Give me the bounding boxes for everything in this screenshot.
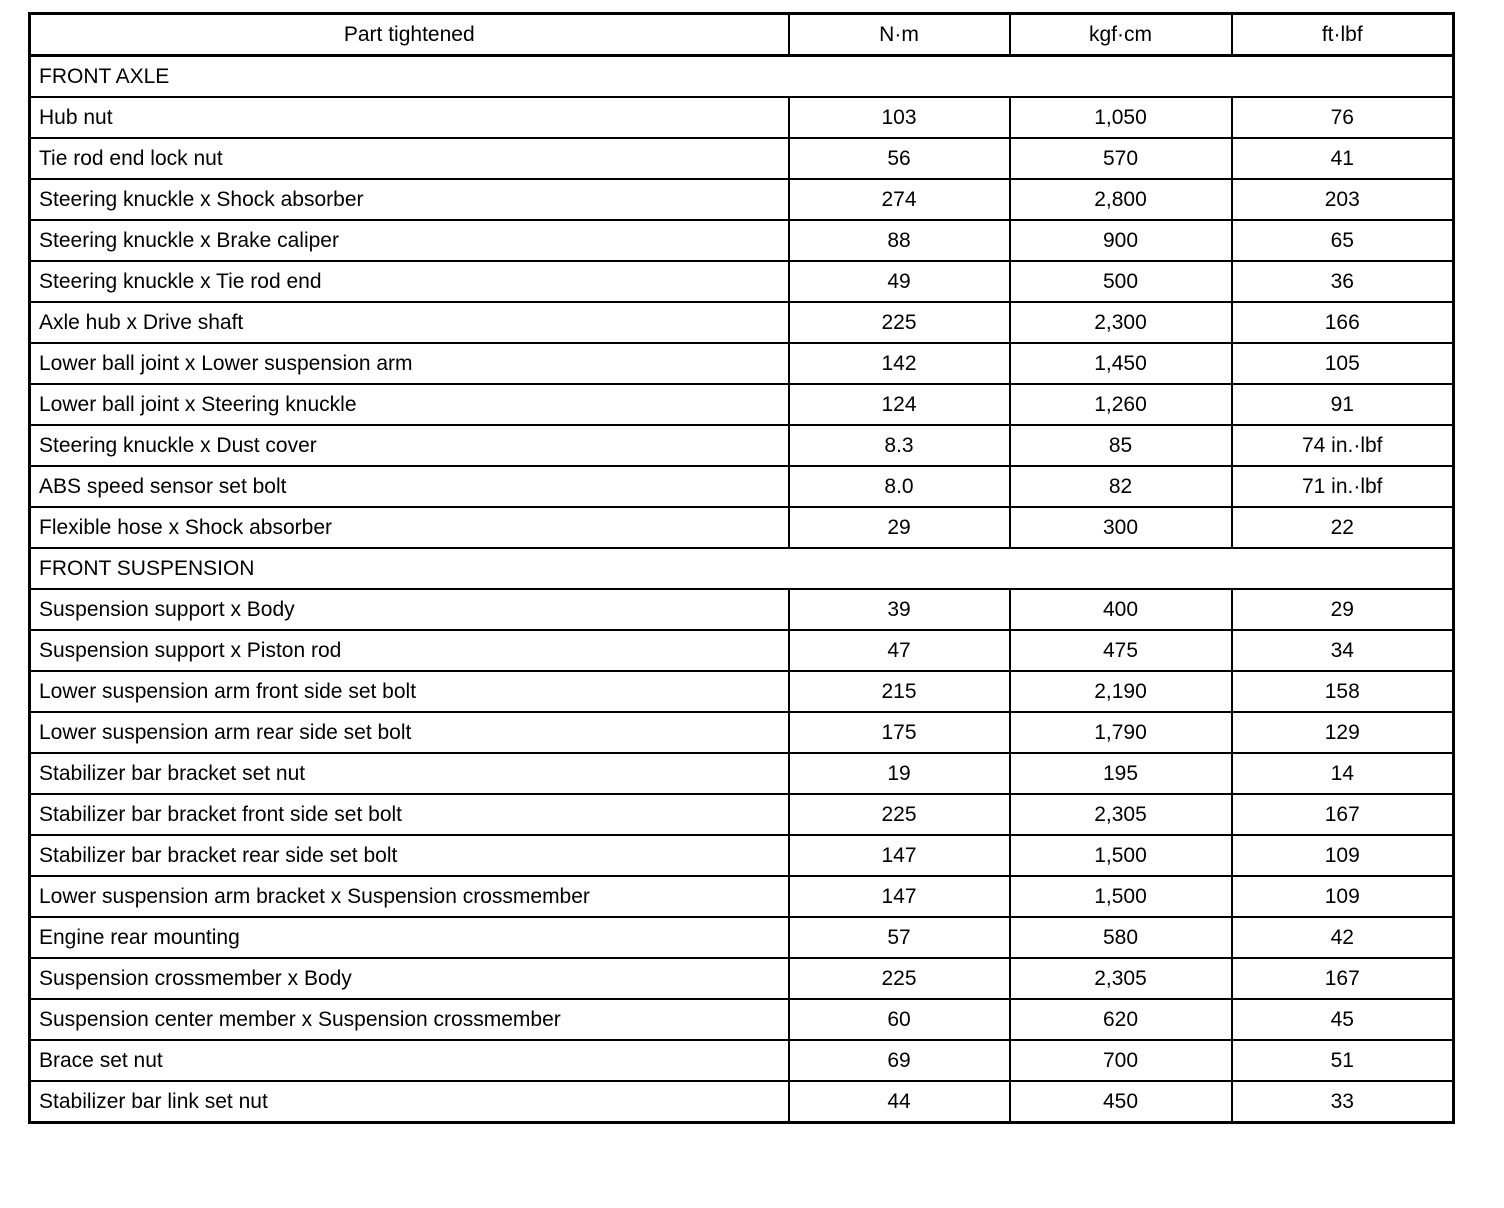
kgf-cm-cell: 700 [1010,1040,1232,1081]
nm-cell: 8.0 [789,466,1010,507]
kgf-cm-cell: 1,500 [1010,876,1232,917]
nm-cell: 8.3 [789,425,1010,466]
nm-cell: 60 [789,999,1010,1040]
ft-lbf-cell: 91 [1232,384,1454,425]
ft-lbf-cell: 14 [1232,753,1454,794]
ft-lbf-cell: 105 [1232,343,1454,384]
ft-lbf-cell: 167 [1232,794,1454,835]
nm-cell: 88 [789,220,1010,261]
table-row [30,876,1454,917]
part-cell: Steering knuckle x Dust cover [30,425,789,466]
kgf-cm-cell: 900 [1010,220,1232,261]
kgf-cm-cell: 1,450 [1010,343,1232,384]
nm-cell: 215 [789,671,1010,712]
nm-cell: 39 [789,589,1010,630]
nm-cell: 225 [789,794,1010,835]
column-header-ft-lbf: ft·lbf [1232,14,1454,56]
part-cell: Suspension support x Piston rod [30,630,789,671]
section-title: FRONT SUSPENSION [30,548,1454,589]
kgf-cm-cell: 500 [1010,261,1232,302]
table-header-row [30,14,1454,56]
ft-lbf-cell: 42 [1232,917,1454,958]
part-cell: Stabilizer bar bracket rear side set bolt [30,835,789,876]
kgf-cm-cell: 2,305 [1010,958,1232,999]
section-row [30,56,1454,98]
nm-cell: 225 [789,302,1010,343]
table-row [30,589,1454,630]
table-row [30,138,1454,179]
kgf-cm-cell: 1,790 [1010,712,1232,753]
table-row [30,671,1454,712]
ft-lbf-cell: 167 [1232,958,1454,999]
ft-lbf-cell: 29 [1232,589,1454,630]
table-row [30,999,1454,1040]
part-cell: Flexible hose x Shock absorber [30,507,789,548]
ft-lbf-cell: 45 [1232,999,1454,1040]
kgf-cm-cell: 1,050 [1010,97,1232,138]
table-body [30,56,1454,1123]
ft-lbf-cell: 129 [1232,712,1454,753]
nm-cell: 175 [789,712,1010,753]
nm-cell: 147 [789,876,1010,917]
part-cell: Stabilizer bar bracket set nut [30,753,789,794]
ft-lbf-cell: 109 [1232,835,1454,876]
table-row [30,794,1454,835]
kgf-cm-cell: 2,190 [1010,671,1232,712]
kgf-cm-cell: 400 [1010,589,1232,630]
kgf-cm-cell: 450 [1010,1081,1232,1123]
table-row [30,343,1454,384]
table-row [30,384,1454,425]
table-row [30,466,1454,507]
table-row [30,302,1454,343]
nm-cell: 19 [789,753,1010,794]
part-cell: Brace set nut [30,1040,789,1081]
part-cell: Lower suspension arm bracket x Suspension crossmember [30,876,789,917]
part-cell: Lower suspension arm rear side set bolt [30,712,789,753]
part-cell: Tie rod end lock nut [30,138,789,179]
part-cell: Stabilizer bar link set nut [30,1081,789,1123]
part-cell: Steering knuckle x Brake caliper [30,220,789,261]
part-cell: Suspension center member x Suspension crossmember [30,999,789,1040]
table-row [30,179,1454,220]
part-cell: Stabilizer bar bracket front side set bolt [30,794,789,835]
nm-cell: 29 [789,507,1010,548]
table-row [30,97,1454,138]
kgf-cm-cell: 570 [1010,138,1232,179]
kgf-cm-cell: 85 [1010,425,1232,466]
kgf-cm-cell: 2,300 [1010,302,1232,343]
nm-cell: 44 [789,1081,1010,1123]
section-row [30,548,1454,589]
section-title: FRONT AXLE [30,56,1454,98]
kgf-cm-cell: 2,800 [1010,179,1232,220]
part-cell: Suspension support x Body [30,589,789,630]
ft-lbf-cell: 33 [1232,1081,1454,1123]
table-row [30,425,1454,466]
ft-lbf-cell: 158 [1232,671,1454,712]
part-cell: Steering knuckle x Tie rod end [30,261,789,302]
nm-cell: 57 [789,917,1010,958]
table-row [30,1081,1454,1123]
kgf-cm-cell: 1,260 [1010,384,1232,425]
ft-lbf-cell: 65 [1232,220,1454,261]
table-row [30,753,1454,794]
nm-cell: 47 [789,630,1010,671]
kgf-cm-cell: 2,305 [1010,794,1232,835]
part-cell: Lower suspension arm front side set bolt [30,671,789,712]
part-cell: Lower ball joint x Lower suspension arm [30,343,789,384]
table-row [30,835,1454,876]
nm-cell: 225 [789,958,1010,999]
nm-cell: 69 [789,1040,1010,1081]
table-row [30,261,1454,302]
kgf-cm-cell: 195 [1010,753,1232,794]
table-row [30,1040,1454,1081]
ft-lbf-cell: 74 in.·lbf [1232,425,1454,466]
kgf-cm-cell: 1,500 [1010,835,1232,876]
ft-lbf-cell: 51 [1232,1040,1454,1081]
ft-lbf-cell: 71 in.·lbf [1232,466,1454,507]
nm-cell: 274 [789,179,1010,220]
part-cell: Lower ball joint x Steering knuckle [30,384,789,425]
table-row [30,917,1454,958]
ft-lbf-cell: 41 [1232,138,1454,179]
nm-cell: 124 [789,384,1010,425]
ft-lbf-cell: 76 [1232,97,1454,138]
table-row [30,712,1454,753]
column-header-part: Part tightened [30,14,789,56]
table-row [30,220,1454,261]
part-cell: ABS speed sensor set bolt [30,466,789,507]
torque-spec-table [28,12,1455,1124]
ft-lbf-cell: 203 [1232,179,1454,220]
ft-lbf-cell: 34 [1232,630,1454,671]
ft-lbf-cell: 166 [1232,302,1454,343]
kgf-cm-cell: 620 [1010,999,1232,1040]
kgf-cm-cell: 475 [1010,630,1232,671]
kgf-cm-cell: 300 [1010,507,1232,548]
table-row [30,507,1454,548]
ft-lbf-cell: 22 [1232,507,1454,548]
part-cell: Steering knuckle x Shock absorber [30,179,789,220]
ft-lbf-cell: 109 [1232,876,1454,917]
kgf-cm-cell: 580 [1010,917,1232,958]
part-cell: Suspension crossmember x Body [30,958,789,999]
column-header-kgf-cm: kgf·cm [1010,14,1232,56]
kgf-cm-cell: 82 [1010,466,1232,507]
nm-cell: 147 [789,835,1010,876]
table-row [30,630,1454,671]
nm-cell: 56 [789,138,1010,179]
nm-cell: 142 [789,343,1010,384]
column-header-nm: N·m [789,14,1010,56]
nm-cell: 103 [789,97,1010,138]
part-cell: Axle hub x Drive shaft [30,302,789,343]
ft-lbf-cell: 36 [1232,261,1454,302]
part-cell: Hub nut [30,97,789,138]
part-cell: Engine rear mounting [30,917,789,958]
nm-cell: 49 [789,261,1010,302]
table-row [30,958,1454,999]
